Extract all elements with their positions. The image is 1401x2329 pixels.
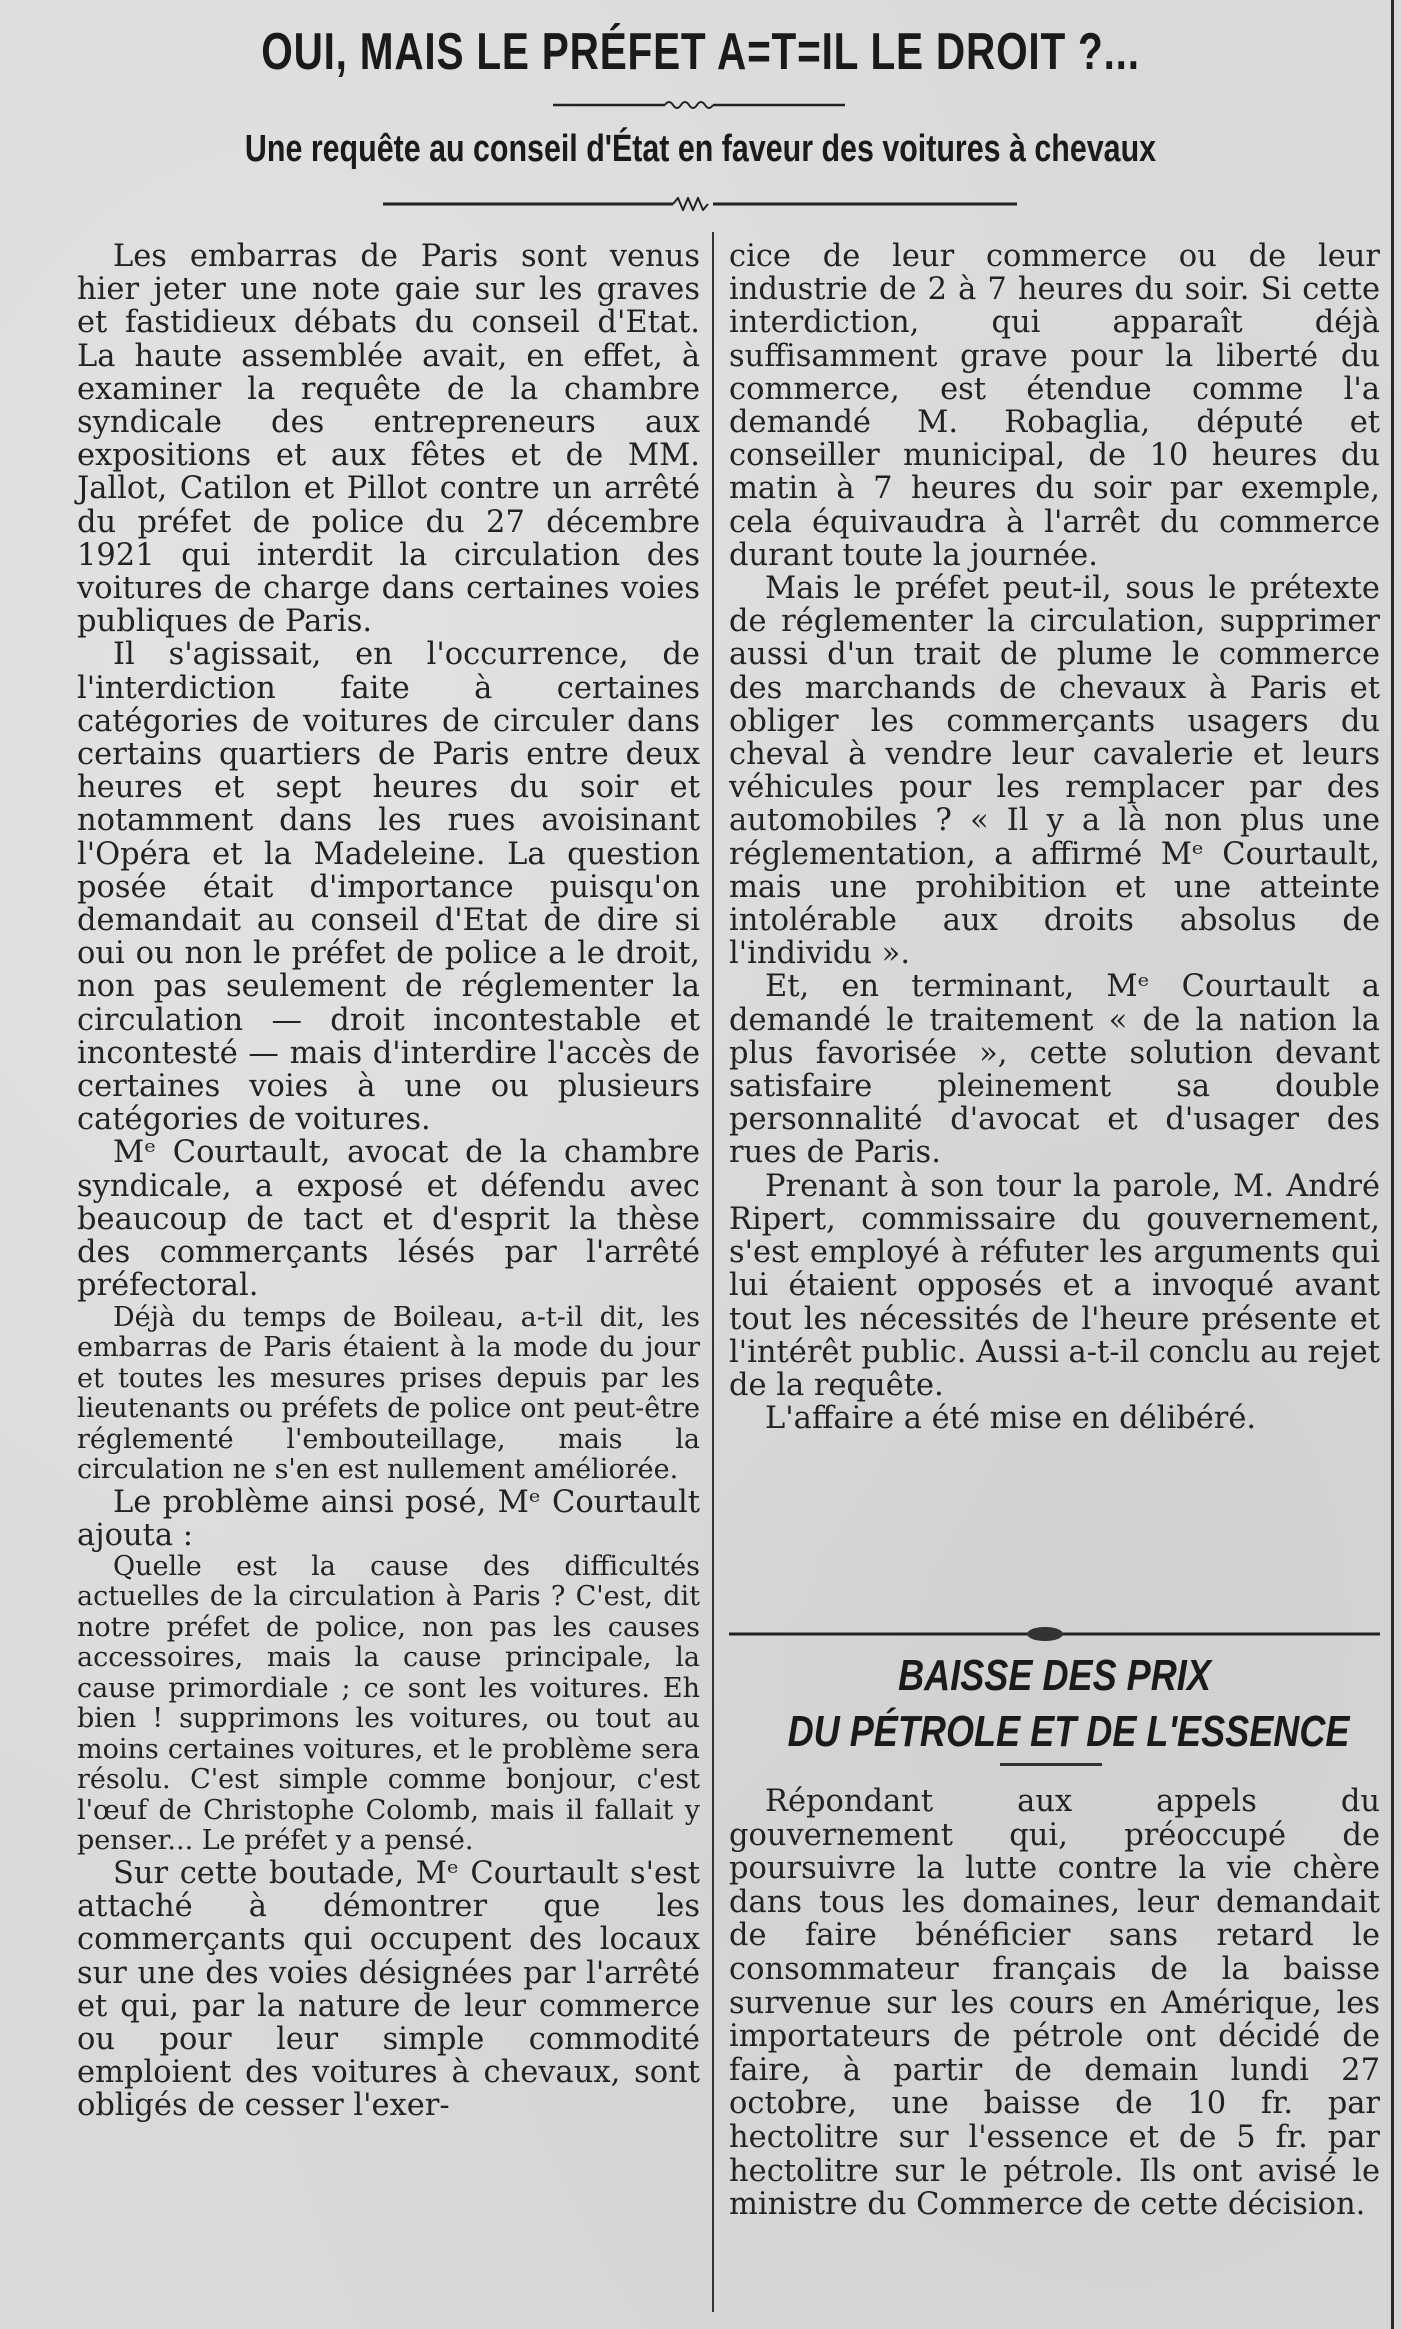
paragraph: Sur cette boutade, Mᵉ Courtault s'est attaché à démontrer que les commerçants qui occupent des locaux sur une des voies désignées par l'arrêté et qui, par la nature de leur commerce ou pour leur simple commodité emploient des voitures à chevaux, sont obligés de cesser l'exer- [77, 1855, 700, 2124]
article2-body [729, 1785, 1380, 2222]
paragraph: Mᵉ Courtault, avocat de la chambre syndicale, a exposé et défendu avec beaucoup de tact et d'esprit la thèse des commerçants lésés par l'arrêté préfectoral. [77, 1135, 700, 1304]
short-rule [1000, 1763, 1102, 1766]
article-right-column [729, 240, 1380, 1435]
ornamental-divider-icon [383, 197, 1017, 211]
article2-title-line1: BAISSE DES PRIX [898, 1651, 1211, 1700]
paragraph: cice de leur commerce ou de leur industrie de 2 à 7 heures du soir. Si cette interdiction, qui apparaît déjà suffisamment grave pour la liberté du commerce, est étendue comme l'a demandé M. Robaglia, député et conseiller municipal, de 10 heures du matin à 7 heures du soir par exemple, cela équivaudra à l'arrêt du commerce durant toute la journée. [729, 239, 1380, 573]
section-divider-icon [729, 1625, 1380, 1643]
page-border-rule [1391, 0, 1394, 2329]
article-left-column [77, 240, 700, 2123]
paragraph: Les embarras de Paris sont venus hier jeter une note gaie sur les graves et fastidieux débats du conseil d'Etat. La haute assemblée avait, en effet, à examiner la requête de la chambre syndicale des entrepreneurs aux expositions et aux fêtes et de MM. Jallot, Catilon et Pillot contre un arrêté du préfet de police du 27 décembre 1921 qui interdit la circulation des voitures de charge dans certaines voies publiques de Paris. [77, 239, 700, 640]
article-subheadline: Une requête au conseil d'État en faveur des voitures à chevaux [244, 128, 1157, 170]
column-divider [712, 232, 714, 2312]
paragraph: Mais le préfet peut-il, sous le prétexte de réglementer la circulation, supprimer aussi d'un trait de plume le commerce des marchands de chevaux à Paris et obliger les commerçants usagers du cheval à vendre leur cavalerie et leurs véhicules pour les remplacer par des automobiles ? « Il y a là non plus une réglementation, a affirmé Mᵉ Courtault, mais une prohibition et une atteinte intolérable aux droits absolus de l'individu ». [729, 571, 1380, 972]
article2-title-line2: DU PÉTROLE ET DE L'ESSENCE [787, 1707, 1350, 1756]
paragraph: L'affaire a été mise en délibéré. [765, 1401, 1257, 1437]
paragraph: Répondant aux appels du gouvernement qui, préoccupé de poursuivre la lutte contre la vie chère dans tous les domaines, leur demandait de faire bénéficier sans retard le consommateur français de la baisse survenue sur les cours en Amérique, les importateurs de pétrole ont décidé de faire, à partir de demain lundi 27 octobre, une baisse de 10 fr. par hectolitre sur l'essence et de 5 fr. par hectolitre sur le pétrole. Ils ont avisé le ministre du Commerce de cette décision. [729, 1784, 1380, 2223]
paragraph: Il s'agissait, en l'occurrence, de l'interdiction faite à certaines catégories de voitures de circuler dans certains quartiers de Paris entre deux heures et sept heures du soir et notamment dans les rues avoisinant l'Opéra et la Madeleine. La question posée était d'importance puisqu'on demandait au conseil d'Etat de dire si oui ou non le préfet de police a le droit, non pas seulement de réglementer la circulation — droit incontestable et incontesté — mais d'interdire l'accès de certaines voies à une ou plusieurs catégories de voitures. [77, 637, 700, 1138]
paragraph: Le problème ainsi posé, Mᵉ Courtault ajouta : [77, 1484, 700, 1553]
ornamental-divider-icon [553, 98, 845, 112]
quoted-paragraph: Déjà du temps de Boileau, a-t-il dit, les embarras de Paris étaient à la mode du jour et toutes les mesures prises depuis par les lieutenants ou préfets de police ont peut-être réglementé l'embouteillage, mais la circulation ne s'en est nullement améliorée. [77, 1301, 700, 1485]
quoted-paragraph: Quelle est la cause des difficultés actuelles de la circulation à Paris ? C'est, dit notre préfet de police, non pas les causes accessoires, mais la cause principale, la cause primordiale ; ce sont les voitures. Eh bien ! supprimons les voitures, ou tout au moins certaines voitures, et le problème sera résolu. C'est simple comme bonjour, c'est l'œuf de Christophe Colomb, mais il fallait y penser... Le préfet y a pensé. [77, 1550, 700, 1857]
article-headline: OUI, MAIS LE PRÉFET A=T=IL LE DROIT ?... [261, 23, 1140, 81]
article2-title [787, 1648, 1350, 1760]
paragraph: Et, en terminant, Mᵉ Courtault a demandé le traitement « de la nation la plus favorisée », cette solution devant satisfaire pleinement sa double personnalité d'avocat et d'usager des rues de Paris. [729, 969, 1380, 1171]
paragraph: Prenant à son tour la parole, M. André Ripert, commissaire du gouvernement, s'est employé à réfuter les arguments qui lui étaient opposés et a invoqué avant tout les nécessités de l'heure présente et l'intérêt public. Aussi a-t-il conclu au rejet de la requête. [729, 1168, 1380, 1403]
